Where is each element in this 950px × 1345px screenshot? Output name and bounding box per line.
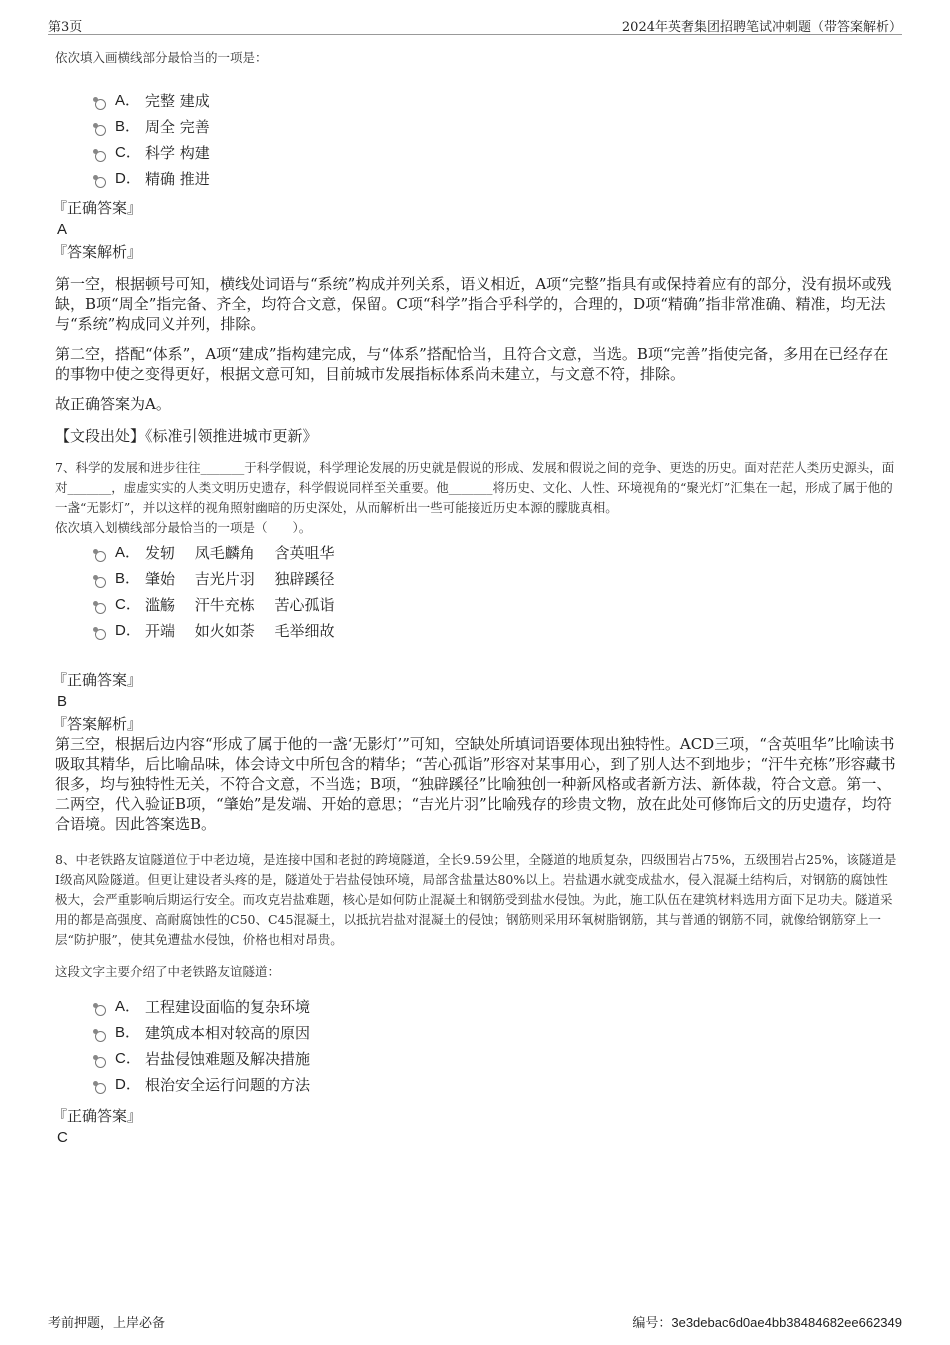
radio-icon[interactable] [95, 177, 106, 188]
q6-option-b[interactable]: B． 周全 完善 [95, 114, 897, 140]
q6-option-c[interactable]: C． 科学 构建 [95, 140, 897, 166]
page-number: 第3页 [48, 20, 83, 35]
radio-icon[interactable] [95, 577, 106, 588]
radio-icon[interactable] [95, 1083, 106, 1094]
radio-icon[interactable] [95, 1057, 106, 1068]
q6-analysis-p3: 故正确答案为A。 [55, 395, 171, 413]
document-title: 2024年英奢集团招聘笔试冲刺题（带答案解析） [621, 20, 902, 35]
q7-option-c[interactable]: C． 滥觞 汗牛充栋 苦心孤诣 [95, 592, 897, 618]
q8-option-d[interactable]: D． 根治安全运行问题的方法 [95, 1072, 897, 1098]
q6-analysis-p2: 第二空，搭配“体系”，A项“建成”指构建完成，与“体系”搭配恰当，且符合文意，当选。B项“完善”指使完备，多用在已经存在的事物中使之变得更好，根据文意可知，目前城市发展指标体系尚未建立，与文意不符，排除。 [55, 345, 889, 383]
page-content [52, 48, 897, 1148]
q6-answer: A [57, 221, 68, 238]
q8-options [95, 994, 897, 1098]
footer-slogan: 考前押题，上岸必备 [48, 1316, 166, 1331]
q6-options [95, 88, 897, 192]
q8-option-b[interactable]: B． 建筑成本相对较高的原因 [95, 1020, 897, 1046]
q7-answer: B [57, 693, 68, 710]
q6-analysis-p1: 第一空，根据顿号可知，横线处词语与“系统”构成并列关系，语义相近，A项“完整”指具有或保持着应有的部分，没有损坏或残缺，B项“周全”指完备、齐全，均符合文意，保留。C项“科学”指合乎科学的，合理的，D项“精确”指非常准确、精准，均无法与“系统”构成同义并列，排除。 [55, 275, 892, 333]
radio-icon[interactable] [95, 99, 106, 110]
q7-prompt: 依次填入划横线部分最恰当的一项是（ ）。 [55, 520, 312, 535]
footer-code-value: 3e3debac6d0ae4bb38484682ee662349 [671, 1315, 902, 1330]
q6-answer-title: 『正确答案』 [52, 199, 143, 217]
q8-answer: C [57, 1129, 68, 1146]
q6-analysis-title: 『答案解析』 [52, 243, 143, 261]
q6-option-a[interactable]: A． 完整 建成 [95, 88, 897, 114]
q8-option-a[interactable]: A． 工程建设面临的复杂环境 [95, 994, 897, 1020]
q6-option-d[interactable]: D． 精确 推进 [95, 166, 897, 192]
q7-option-a[interactable]: A． 发轫 凤毛麟角 含英咀华 [95, 540, 897, 566]
radio-icon[interactable] [95, 629, 106, 640]
q6-source: 【文段出处】《标准引领推进城市更新》 [55, 427, 318, 445]
q7-option-d[interactable]: D． 开端 如火如荼 毛举细故 [95, 618, 897, 644]
radio-icon[interactable] [95, 151, 106, 162]
q7-stem: 7、科学的发展和进步往往_______于科学假说，科学理论发展的历史就是假说的形成、发展和假说之间的竞争、更迭的历史。面对茫茫人类历史源头，面对_______，虚虚实实的人类文明历史遗存，科学假说同样至关重要。他_______将历史、文化、人性、环境视角的“聚光灯”汇集在一起，形成了属于他的一盏“无影灯”，并以这样的视角照射幽暗的历史深处，从而解析出一些可能接近历史本源的朦胧真相。 [55, 460, 895, 515]
q7-analysis-title: 『答案解析』 [52, 715, 143, 733]
radio-icon[interactable] [95, 603, 106, 614]
radio-icon[interactable] [95, 551, 106, 562]
q8-prompt: 这段文字主要介绍了中老铁路友谊隧道： [55, 964, 281, 979]
radio-icon[interactable] [95, 125, 106, 136]
q7-analysis: 第三空，根据后边内容“形成了属于他的一盏‘无影灯’”可知，空缺处所填词语要体现出独特性。ACD三项，“含英咀华”比喻读书吸取其精华，后比喻品味，体会诗文中所包含的精华；“苦心孤诣”形容对某事用心，到了别人达不到地步；“汗牛充栋”形容藏书很多，均与独特性无关，不符合文意，不当选；B项，“独辟蹊径”比喻独创一种新风格或者新方法、新体裁，符合文意。第一、二两空，代入验证B项，“肇始”是发端、开始的意思；“吉光片羽”比喻残存的珍贵文物，放在此处可修饰后文的历史遗存，均符合语境。因此答案选B。 [55, 735, 896, 833]
q8-option-c[interactable]: C． 岩盐侵蚀难题及解决措施 [95, 1046, 897, 1072]
q8-answer-title: 『正确答案』 [52, 1107, 143, 1125]
q7-options [95, 540, 897, 644]
radio-icon[interactable] [95, 1005, 106, 1016]
radio-icon[interactable] [95, 1031, 106, 1042]
footer-code-label: 编号： [632, 1316, 672, 1331]
q7-answer-title: 『正确答案』 [52, 671, 143, 689]
q7-option-b[interactable]: B． 肇始 吉光片羽 独辟蹊径 [95, 566, 897, 592]
footer-code [632, 1312, 902, 1331]
q6-prompt: 依次填入画横线部分最恰当的一项是： [55, 50, 268, 65]
page-header [48, 14, 902, 35]
q8-stem: 8、中老铁路友谊隧道位于中老边境，是连接中国和老挝的跨境隧道，全长9.59公里，全隧道的地质复杂，四级围岩占75%，五级围岩占25%，该隧道是I级高风险隧道。但更让建设者头疼的是，隧道处于岩盐侵蚀环境，局部含盐量达80%以上。岩盐遇水就变成盐水，侵入混凝土结构后，对钢筋的腐蚀性极大，会严重影响后期运行安全。而攻克岩盐难题，核心是如何防止混凝土和钢筋受到盐水侵蚀。为此，施工队伍在建筑材料选用方面下足功夫。隧道采用的都是高强度、高耐腐蚀性的C50、C45混凝土，以抵抗岩盐对混凝土的侵蚀；钢筋则采用环氧树脂钢筋，其与普通的钢筋不同，就像给钢筋穿上一层“防护服”，使其免遭盐水侵蚀，价格也相对昂贵。 [55, 852, 897, 947]
